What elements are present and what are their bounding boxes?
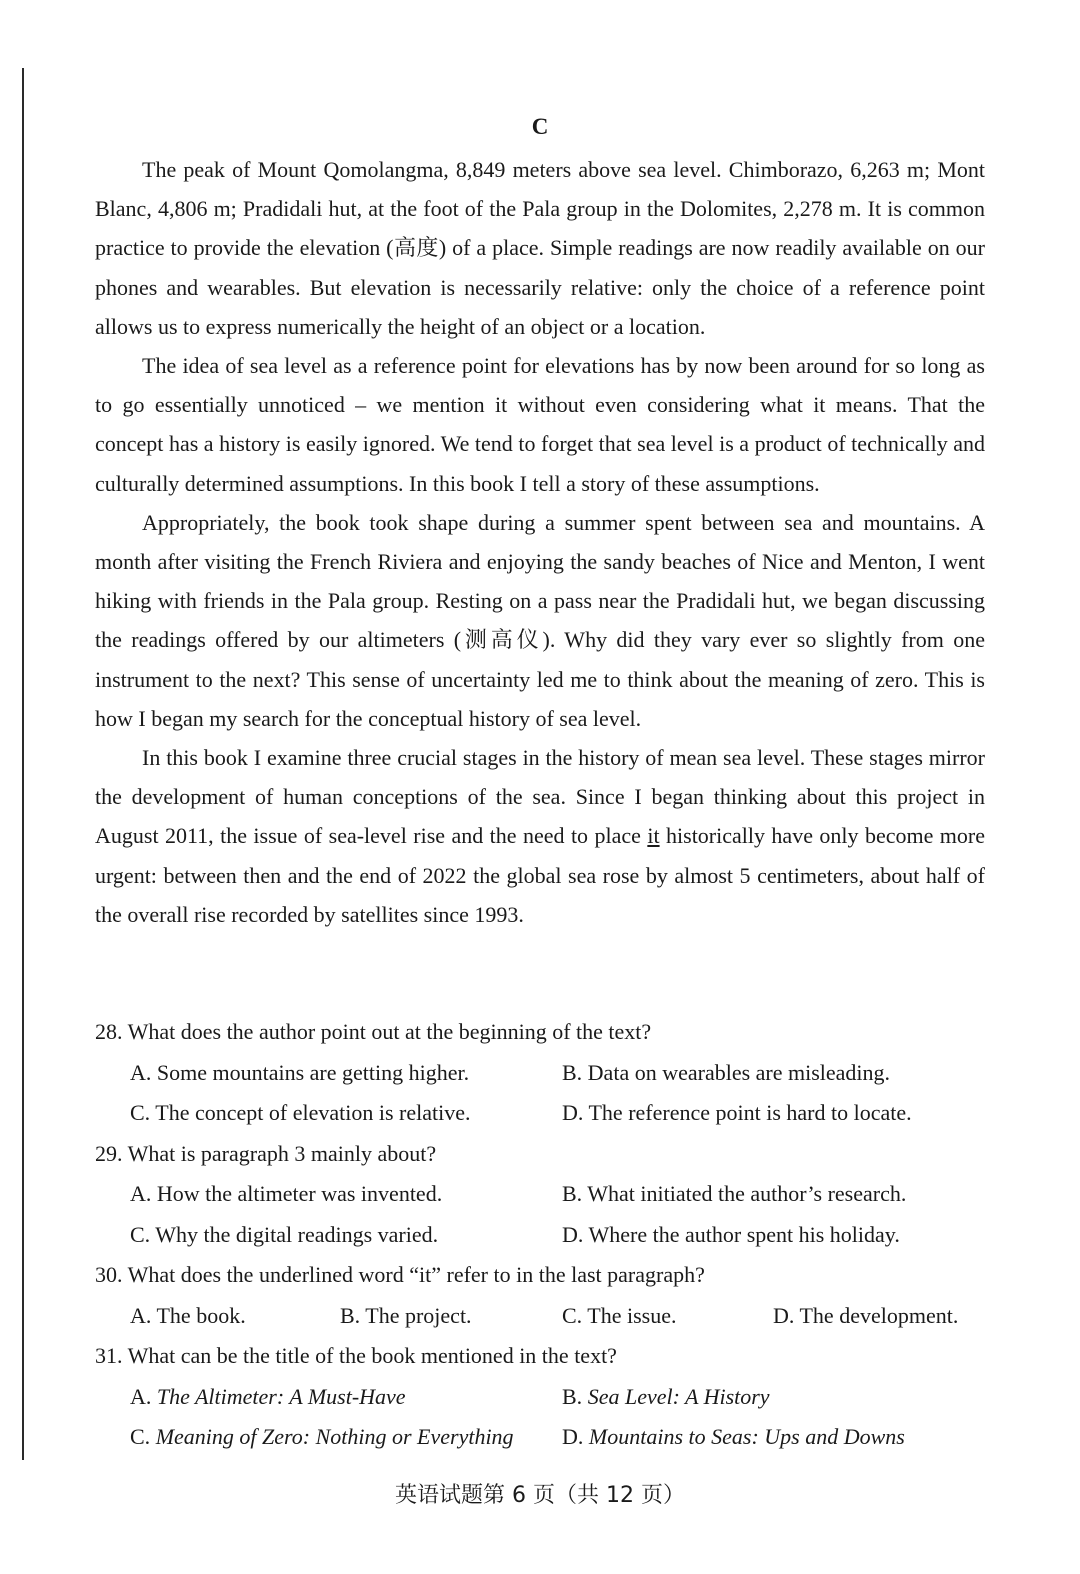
question-31-option-c (130, 1417, 514, 1458)
passage-paragraph-4 (95, 738, 985, 934)
question-28-options-row-2 (95, 1093, 995, 1134)
question-28-option-c: C. The concept of elevation is relative. (130, 1100, 471, 1125)
question-30-stem: 30. What does the underlined word “it” refer to in the last paragraph? (95, 1262, 705, 1287)
option-letter: A. (130, 1383, 152, 1409)
question-30-option-b: B. The project. (340, 1302, 472, 1328)
question-28-option-b: B. Data on wearables are misleading. (562, 1059, 891, 1085)
reading-passage (95, 150, 985, 934)
page-footer: 英语试题第 6 页（共 12 页） (395, 1483, 685, 1508)
question-29-option-c: C. Why the digital readings varied. (130, 1221, 439, 1247)
question-28-option-a: A. Some mountains are getting higher. (130, 1059, 470, 1085)
question-28-options-row-1 (95, 1053, 995, 1094)
question-30-option-c: C. The issue. (562, 1302, 677, 1328)
question-29-option-d: D. Where the author spent his holiday. (562, 1221, 900, 1247)
passage-paragraph-1: The peak of Mount Qomolangma, 8,849 meters above sea level. Chimborazo, 6,263 m; Mont Blanc, 4,806 m; Pradidali hut, at the foot of the Pala group in the Dolomites, 2,278 m. It is common practice to provide the elevation (高度) of a place. Simple readings are now readily available on our phones and wearables. But elevation is necessarily relative: only the choice of a reference point allows us to express numerically the height of an object or a location. (95, 157, 985, 339)
option-book-title: Meaning of Zero: Nothing or Everything (155, 1424, 514, 1449)
option-book-title: Mountains to Seas: Ups and Downs (588, 1424, 905, 1449)
question-30-options-row (95, 1296, 995, 1337)
underlined-word-it: it (647, 823, 660, 849)
question-31-options-row-2 (95, 1417, 995, 1458)
passage-paragraph-3: Appropriately, the book took shape during a summer spent between sea and mountains. A month after visiting the French Riviera and enjoying the sandy beaches of Nice and Menton, I went hiking with friends in the Pala group. Resting on a pass near the Pradidali hut, we began discussing the readings offered by our altimeters (测高仪). Why did they vary ever so slightly from one instrument to the next? This sense of uncertainty led me to think about the meaning of zero. This is how I began my search for the conceptual history of sea level. (95, 509, 985, 731)
margin-line (22, 68, 24, 1460)
question-31-stem: 31. What can be the title of the book mentioned in the text? (95, 1343, 617, 1368)
option-letter: B. (562, 1383, 583, 1409)
question-31-option-d (562, 1417, 905, 1458)
question-28-stem: 28. What does the author point out at the beginning of the text? (95, 1019, 652, 1044)
paragraph-4-text-end: historically have only become more urgent: between then and the end of 2022 the global sea rose by almost 5 centimeters, about half of the overall rise recorded by satellites since 1993. (95, 823, 985, 927)
section-heading: C (531, 114, 549, 139)
question-29-options-row-2 (95, 1215, 995, 1256)
question-30-option-d: D. The development. (773, 1302, 959, 1328)
question-29-option-a: A. How the altimeter was invented. (130, 1181, 443, 1206)
question-29-option-b: B. What initiated the author’s research. (562, 1181, 907, 1206)
question-29-stem: 29. What is paragraph 3 mainly about? (95, 1140, 437, 1166)
option-book-title: The Altimeter: A Must-Have (156, 1383, 406, 1409)
question-29-options-row-1 (95, 1174, 995, 1215)
option-letter: D. (562, 1424, 584, 1449)
question-31-option-a (130, 1377, 406, 1418)
question-30-option-a: A. The book. (130, 1302, 246, 1328)
option-book-title: Sea Level: A History (587, 1383, 770, 1409)
question-list (95, 1012, 995, 1458)
paragraph-4-text-start: In this book I examine three crucial stages in the history of mean sea level. These stages mirror the development of human conceptions of the sea. Since I began thinking about this project in August 2011, the issue of sea-level rise and the need to place (95, 745, 985, 849)
passage-paragraph-2: The idea of sea level as a reference point for elevations has by now been around for so long as to go essentially unnoticed – we mention it without even considering what it means. That the concept has a history is easily ignored. We tend to forget that sea level is a product of technically and culturally determined assumptions. In this book I tell a story of these assumptions. (95, 353, 985, 496)
question-31-option-b (562, 1377, 770, 1418)
option-letter: C. (130, 1424, 151, 1449)
question-31-options-row-1 (95, 1377, 995, 1418)
question-28-option-d: D. The reference point is hard to locate. (562, 1100, 912, 1125)
